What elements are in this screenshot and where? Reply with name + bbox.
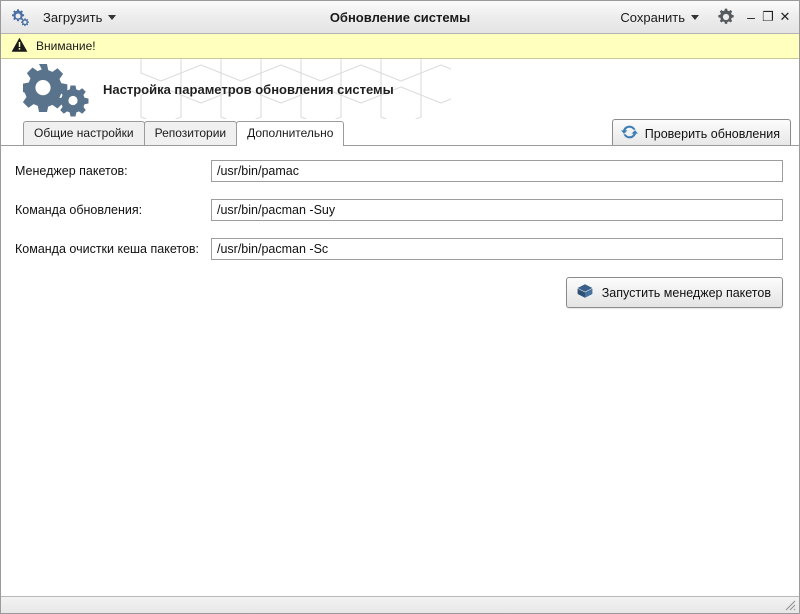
status-bar xyxy=(1,596,799,613)
launch-package-manager-label: Запустить менеджер пакетов xyxy=(601,285,771,300)
maximize-button[interactable]: ❐ xyxy=(762,9,774,24)
package-manager-label: Менеджер пакетов: xyxy=(15,164,128,178)
warning-triangle-icon xyxy=(11,37,28,56)
banner xyxy=(1,59,799,119)
chevron-down-icon xyxy=(108,15,116,20)
package-manager-row xyxy=(15,160,785,182)
tab-repositories[interactable]: Репозитории xyxy=(144,121,238,145)
save-menu-label: Сохранить xyxy=(620,9,685,25)
title-bar-right xyxy=(614,6,793,28)
load-menu-button[interactable] xyxy=(37,7,122,28)
warning-text: Внимание! xyxy=(36,39,96,53)
tab-advanced[interactable]: Дополнительно xyxy=(236,121,344,146)
package-manager-input[interactable] xyxy=(211,160,783,182)
tab-general[interactable]: Общие настройки xyxy=(23,121,145,145)
launch-row xyxy=(15,277,785,308)
resize-grip-icon[interactable] xyxy=(785,600,796,611)
update-command-input[interactable] xyxy=(211,199,783,221)
tab-list xyxy=(23,121,343,145)
save-menu-button[interactable] xyxy=(614,7,705,28)
chevron-down-icon xyxy=(691,15,699,20)
package-box-icon xyxy=(576,283,594,302)
advanced-settings-panel xyxy=(1,145,799,596)
clean-cache-command-row xyxy=(15,238,785,260)
app-gears-icon xyxy=(9,6,31,28)
launch-package-manager-button[interactable] xyxy=(566,277,783,308)
update-command-label: Команда обновления: xyxy=(15,203,143,217)
refresh-icon xyxy=(621,124,638,143)
minimize-button[interactable]: – xyxy=(747,9,755,25)
check-updates-label: Проверить обновления xyxy=(644,126,780,141)
clean-cache-command-label: Команда очистки кеша пакетов: xyxy=(15,242,200,256)
clean-cache-command-input[interactable] xyxy=(211,238,783,260)
window-controls xyxy=(745,9,791,25)
banner-gears-icon xyxy=(23,61,93,117)
update-command-row xyxy=(15,199,785,221)
window-title: Обновление системы xyxy=(329,9,471,25)
load-menu-label: Загрузить xyxy=(43,9,103,25)
warning-bar xyxy=(1,34,799,59)
banner-title: Настройка параметров обновления системы xyxy=(103,81,394,97)
title-bar xyxy=(1,1,799,34)
close-button[interactable]: ✕ xyxy=(779,9,791,24)
tabs-row xyxy=(1,119,799,145)
check-updates-button[interactable] xyxy=(612,119,791,148)
settings-gear-icon[interactable] xyxy=(715,6,737,28)
